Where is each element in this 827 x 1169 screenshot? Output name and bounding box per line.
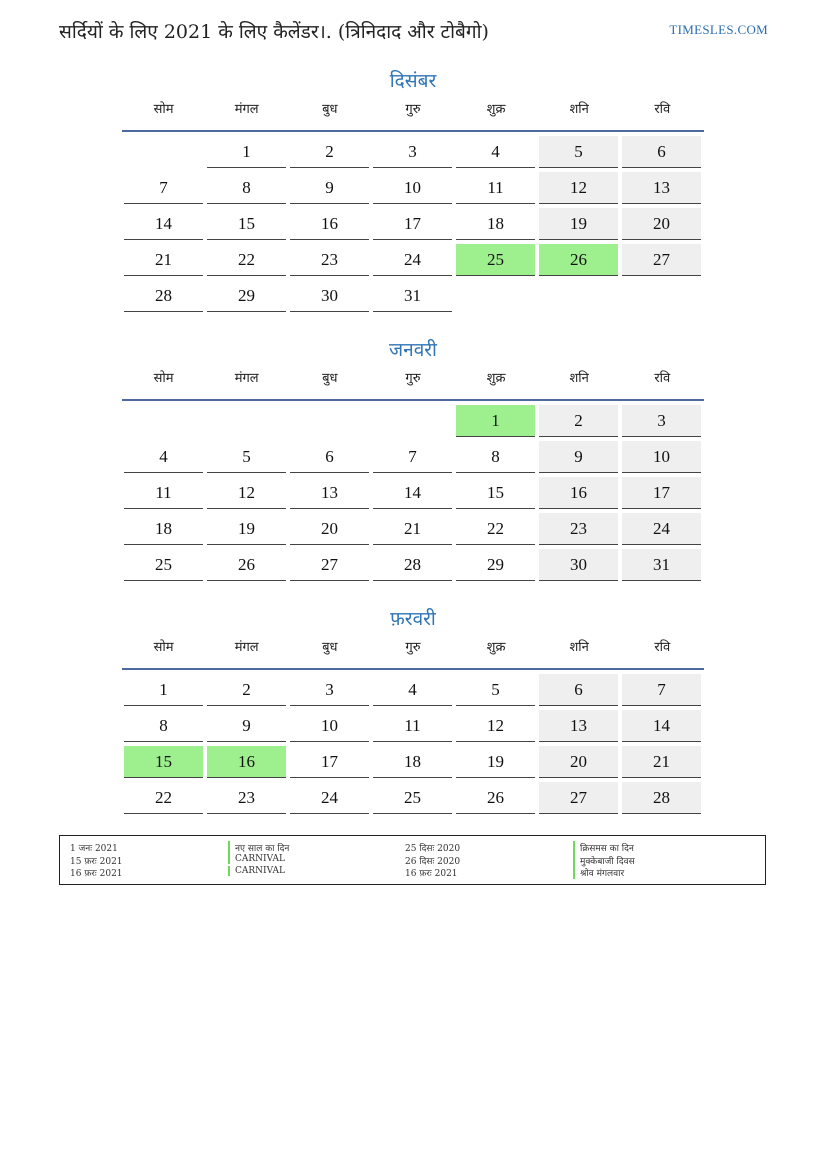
day-cell: 30 [290,280,369,312]
day-cell: 28 [622,782,701,814]
header-divider [122,399,704,401]
week-row [122,477,704,513]
holiday-day-cell: 16 [207,746,286,778]
weekday-label: सोम [153,640,174,655]
weekday-header [122,100,704,130]
weekday-label: शुक्र [486,640,506,655]
day-cell: 3 [290,674,369,706]
weekday-label: सोम [153,102,174,117]
holiday-day-cell: 15 [124,746,203,778]
holiday-day-cell: 26 [539,244,618,276]
month-block [122,66,704,316]
weekday-label: शनि [569,371,589,386]
weekday-header [122,369,704,399]
month-name: दिसंबर [389,70,437,92]
day-cell: 21 [622,746,701,778]
day-cell: 24 [290,782,369,814]
weekday-header [122,638,704,668]
day-cell: 15 [456,477,535,509]
week-row [122,746,704,782]
day-cell: 21 [124,244,203,276]
empty-day [207,405,286,437]
day-cell: 14 [373,477,452,509]
weekday-label: शनि [569,640,589,655]
week-row [122,674,704,710]
day-cell: 1 [207,136,286,168]
day-cell: 8 [124,710,203,742]
week-row [122,280,704,316]
day-cell: 27 [539,782,618,814]
day-cell: 3 [622,405,701,437]
day-cell: 13 [290,477,369,509]
weekday-label: शुक्र [486,371,506,386]
day-cell: 14 [622,710,701,742]
day-cell: 9 [539,441,618,473]
day-cell: 29 [456,549,535,581]
day-cell: 12 [207,477,286,509]
empty-day [290,405,369,437]
day-cell: 6 [290,441,369,473]
day-cell: 22 [456,513,535,545]
empty-day [373,405,452,437]
week-row [122,549,704,585]
day-cell: 3 [373,136,452,168]
day-cell: 6 [622,136,701,168]
day-cell: 11 [373,710,452,742]
legend-holiday-name: श्रोव मंगलवार [573,866,624,879]
legend-holiday-name: CARNIVAL [228,854,285,864]
day-cell: 16 [539,477,618,509]
day-cell: 24 [373,244,452,276]
day-cell: 20 [539,746,618,778]
legend-date: 16 फ़रः 2021 [405,869,458,879]
week-row [122,208,704,244]
holiday-day-cell: 25 [456,244,535,276]
day-cell: 6 [539,674,618,706]
day-cell: 22 [124,782,203,814]
day-grid [122,674,704,818]
month-block [122,335,704,585]
day-cell: 11 [456,172,535,204]
day-cell: 7 [124,172,203,204]
weekday-label: बुध [322,640,338,655]
day-grid [122,136,704,316]
day-cell: 15 [207,208,286,240]
legend-date: 25 दिसः 2020 [405,844,461,854]
legend-row [60,866,765,878]
weekday-label: रवि [654,640,671,655]
empty-day [124,136,203,168]
day-cell: 17 [373,208,452,240]
day-cell: 28 [124,280,203,312]
day-cell: 26 [207,549,286,581]
legend-holiday-name: CARNIVAL [228,866,285,876]
weekday-label: गुरु [405,640,421,655]
legend-row [60,854,765,866]
day-cell: 25 [124,549,203,581]
day-cell: 10 [622,441,701,473]
day-cell: 13 [539,710,618,742]
legend-holiday-name: मुक्केबाजी दिवस [573,854,635,867]
header-divider [122,130,704,132]
page-title: सर्दियों के लिए 2021 के लिए कैलेंडर।. (त्रिनिदाद और टोबैगो) [59,21,489,43]
day-cell: 17 [290,746,369,778]
day-cell: 21 [373,513,452,545]
day-cell: 20 [290,513,369,545]
day-cell: 12 [539,172,618,204]
day-cell: 2 [290,136,369,168]
day-cell: 20 [622,208,701,240]
weekday-label: मंगल [234,371,259,386]
weekday-label: बुध [322,371,338,386]
weekday-label: बुध [322,102,338,117]
empty-day [124,405,203,437]
day-cell: 14 [124,208,203,240]
holiday-day-cell: 1 [456,405,535,437]
week-row [122,244,704,280]
weekday-label: रवि [654,371,671,386]
day-cell: 10 [290,710,369,742]
day-cell: 28 [373,549,452,581]
day-cell: 26 [456,782,535,814]
day-cell: 8 [456,441,535,473]
holiday-legend [59,835,766,885]
legend-holiday-name: क्रिसमस का दिन [573,841,634,854]
day-cell: 16 [290,208,369,240]
day-cell: 1 [124,674,203,706]
legend-date: 16 फ़रः 2021 [70,869,123,879]
day-cell: 8 [207,172,286,204]
weekday-label: शुक्र [486,102,506,117]
day-cell: 9 [290,172,369,204]
day-cell: 27 [290,549,369,581]
day-cell: 18 [456,208,535,240]
week-row [122,710,704,746]
day-cell: 2 [207,674,286,706]
day-cell: 31 [373,280,452,312]
day-cell: 17 [622,477,701,509]
day-cell: 13 [622,172,701,204]
empty-day [456,280,535,312]
weekday-label: मंगल [234,102,259,117]
week-row [122,172,704,208]
legend-row [60,841,765,853]
day-cell: 27 [622,244,701,276]
legend-date: 1 जनः 2021 [70,844,118,854]
week-row [122,405,704,441]
day-cell: 18 [373,746,452,778]
day-cell: 18 [124,513,203,545]
weekday-label: रवि [654,102,671,117]
day-cell: 30 [539,549,618,581]
week-row [122,782,704,818]
day-cell: 23 [290,244,369,276]
legend-date: 26 दिसः 2020 [405,856,461,867]
day-cell: 4 [373,674,452,706]
day-cell: 19 [539,208,618,240]
day-cell: 5 [207,441,286,473]
empty-day [539,280,618,312]
day-cell: 5 [539,136,618,168]
day-cell: 10 [373,172,452,204]
weekday-label: शनि [569,102,589,117]
month-name: फ़रवरी [390,608,436,630]
weekday-label: गुरु [405,102,421,117]
day-cell: 29 [207,280,286,312]
week-row [122,136,704,172]
day-cell: 11 [124,477,203,509]
week-row [122,441,704,477]
month-block [122,604,704,818]
day-cell: 7 [622,674,701,706]
site-link[interactable]: TIMESLES.COM [669,22,768,37]
day-cell: 9 [207,710,286,742]
weekday-label: मंगल [234,640,259,655]
day-cell: 23 [207,782,286,814]
day-cell: 19 [456,746,535,778]
day-cell: 19 [207,513,286,545]
day-cell: 25 [373,782,452,814]
day-cell: 4 [456,136,535,168]
day-cell: 2 [539,405,618,437]
week-row [122,513,704,549]
empty-day [622,280,701,312]
weekday-label: गुरु [405,371,421,386]
day-cell: 4 [124,441,203,473]
day-grid [122,405,704,585]
day-cell: 23 [539,513,618,545]
day-cell: 22 [207,244,286,276]
month-name: जनवरी [389,339,437,361]
weekday-label: सोम [153,371,174,386]
day-cell: 31 [622,549,701,581]
day-cell: 12 [456,710,535,742]
legend-date: 15 फ़रः 2021 [70,856,123,867]
day-cell: 24 [622,513,701,545]
legend-holiday-name: नए साल का दिन [228,841,289,854]
header-divider [122,668,704,670]
day-cell: 5 [456,674,535,706]
day-cell: 7 [373,441,452,473]
